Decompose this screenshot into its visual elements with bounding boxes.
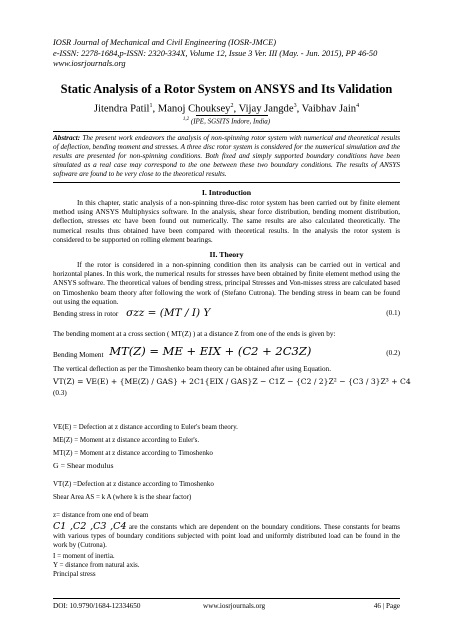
- equation-0-3-formula: VT(Z) = VE(E) + {ME(Z) / GAS} + 2C1{EIX / GAS}Z − C1Z − {C2 / 2}Z² − {C3 / 3}Z³ + C4: [53, 377, 411, 386]
- definition-euler-moment: ME(Z) = Moment at z distance according to Euler's.: [53, 436, 200, 444]
- footer-page-number: 46 | Page: [373, 602, 400, 610]
- vertical-deflection-sentence: The vertical deflection as per the Timoshenko beam theory can be obtained after using Equation.: [53, 365, 332, 373]
- abstract-rule-bottom: [53, 182, 400, 183]
- journal-header: [53, 38, 413, 70]
- definition-z: z= distance from one end of beam: [53, 511, 149, 519]
- author-underline: [196, 115, 268, 116]
- theory-paragraph: If the rotor is considered in a non-spinning condition then its analysis can be carried out in vertical and horizontal planes. In this work, the numerical results for stresses have been obtained by finite element method using the ANSYS software. The theoretical values of bending stress, principal Stresses and Von-misses stress are calculated based on Timoshenko beam theory after following the work of (Stefano Cutrona). The bending stress in beam can be found out using the equation.: [53, 261, 400, 306]
- equation-0-3: [53, 377, 411, 397]
- definition-constants: C1 ,C2 ,C3 ,C4 are the constants which are dependent on the boundary conditions. These constants for beams with various types of boundary conditions subjected with point load and uniformly distributed load can be found in the work by (Cutrona).: [53, 521, 400, 549]
- abstract-rule-top: [53, 131, 400, 132]
- journal-issn: e-ISSN: 2278-1684,p-ISSN: 2320-334X, Volume 12, Issue 3 Ver. III (May. - Jun. 2015), PP 46-50: [53, 48, 378, 58]
- author-2: Manoj Chouksey: [157, 103, 231, 115]
- equation-0-1: Bending stress in rotor σzz = (MT / I) Y (0.1): [53, 307, 400, 319]
- constants-symbols: C1 ,C2 ,C3 ,C4: [53, 521, 127, 532]
- definition-timoshenko-moment: MT(Z) = Moment at z distance according to Timoshenko: [53, 449, 213, 457]
- paper-title: Static Analysis of a Rotor System on ANSYS and Its Validation: [60, 82, 393, 96]
- journal-site: www.iosrjournals.org: [53, 59, 126, 69]
- definition-shear-area: Shear Area AS = k A (where k is the shear factor): [53, 493, 192, 501]
- definition-euler-deflection: VE(E) = Defection at z distance according to Euler's beam theory.: [53, 423, 238, 431]
- definition-timoshenko-deflection: VT(Z) =Defection at z distance according to Timoshenko: [53, 480, 214, 488]
- footer-doi: DOI: 10.9790/1684-12334650: [53, 602, 141, 610]
- introduction-paragraph: In this chapter, static analysis of a non-spinning three-disc rotor system has been carried out by finite element method using ANSYS Multiphysics software. In the analysis, shear force distribution, bending moment distribution, deflection, stresses etc have been found out numerically. The same results are also calculated theoretically. The numerical results thus obtained have been compared with theoretical results. In the analysis the rotor system is considered to be supported on rolling element bearings.: [53, 199, 400, 244]
- journal-name: IOSR Journal of Mechanical and Civil Engineering (IOSR-JMCE): [53, 38, 277, 47]
- definition-shear-modulus: G = Shear modulus: [53, 461, 114, 470]
- definition-inertia: I = moment of inertia.: [53, 552, 115, 560]
- abstract-text: The present work endeavors the analysis of non-spinning rotor system with numerical and theoretical results of deflection, bending moment and stresses. A three disc rotor system is considered for the numerical simulation and the results are presented for non-spinning conditions. Both fixed and simply supported boundary conditions have been simulated as a real case may correspond to the one between these two boundary conditions. The results of ANSYS software are found to be very close to the theoretical results.: [53, 134, 400, 179]
- author-4: Vaibhav Jain: [301, 103, 357, 115]
- equation-0-2-formula: MT(Z) = ME + EIX + (C2 + 2C3Z): [109, 344, 312, 358]
- equation-0-2-number: (0.2): [386, 349, 400, 357]
- abstract-label: Abstract:: [53, 134, 81, 142]
- author-1: Jitendra Patil: [93, 103, 150, 115]
- equation-0-1-number: (0.1): [386, 309, 400, 317]
- equation-0-1-formula: σzz = (MT / I) Y: [126, 307, 211, 319]
- section-heading-introduction: I. Introduction: [201, 188, 252, 197]
- principal-stress-label: Principal stress: [53, 570, 96, 578]
- bending-moment-sentence: The bending moment at a cross section ( MT(Z) ) at a distance Z from one of the ends is given by:: [53, 330, 336, 338]
- equation-0-3-number: (0.3): [53, 389, 67, 397]
- equation-0-2: Bending Moment MT(Z) = ME + EIX + (C2 + 2C3Z) (0.2): [53, 344, 400, 359]
- affiliation: $^{1,2}$ (IPE, SGSITS Indore, India): [182, 117, 271, 126]
- author-list: Jitendra Patil$^1$, Manoj Chouksey$^2$, Vijay Jangde$^3$, Vaibhav Jain$^4$: [93, 103, 360, 115]
- definition-y: Y = distance from natural axis.: [53, 561, 140, 569]
- author-3: Vijay Jangde: [238, 103, 294, 115]
- section-heading-theory: II. Theory: [209, 250, 244, 259]
- abstract: [53, 134, 400, 179]
- footer-site: www.iosrjournals.org: [203, 602, 266, 610]
- footer-rule: [53, 598, 400, 599]
